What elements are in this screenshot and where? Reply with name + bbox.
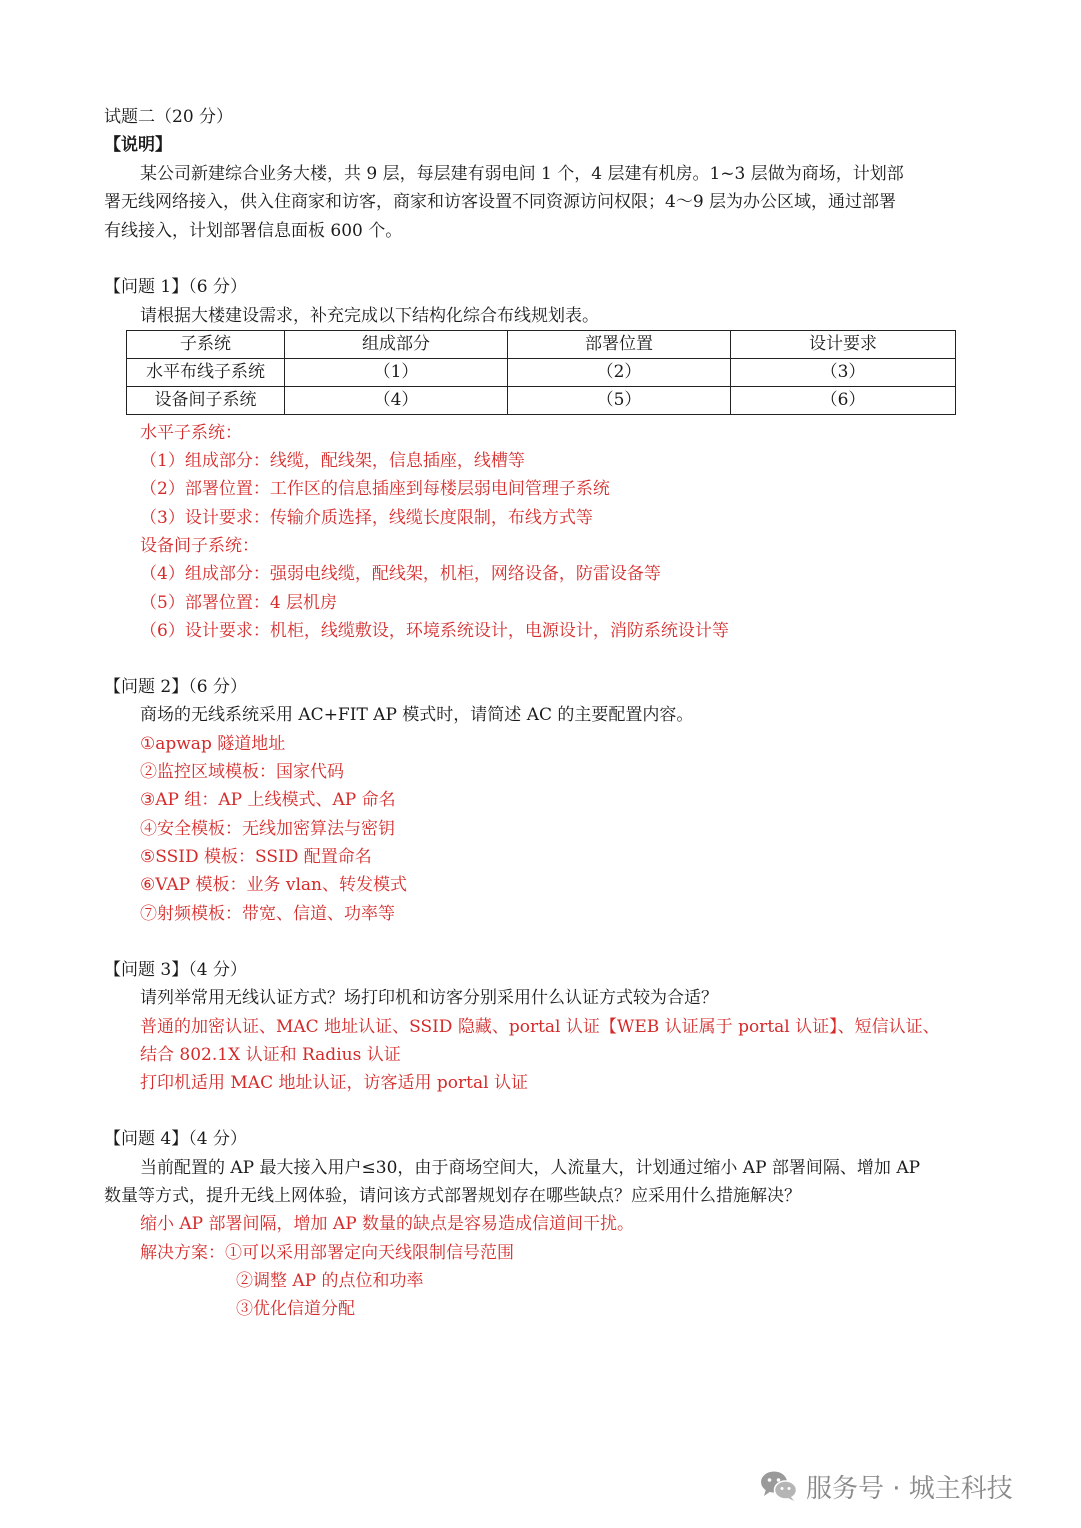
q3-answer-line: 结合 802.1X 认证和 Radius 认证	[140, 1045, 401, 1065]
cabling-plan-table	[126, 330, 956, 415]
q1-answer-line: 水平子系统：	[140, 423, 242, 443]
table-cell: （1）	[285, 359, 508, 387]
q3-prompt: 请列举常用无线认证方式？场打印机和访客分别采用什么认证方式较为合适？	[140, 988, 718, 1008]
table-cell: （3）	[731, 359, 956, 387]
q2-answer-line: ⑦射频模板：带宽、信道、功率等	[140, 904, 395, 924]
q4-answer-line: ③优化信道分配	[236, 1299, 355, 1319]
table-cell: （5）	[508, 387, 731, 415]
q3-answer-line: 打印机适用 MAC 地址认证，访客适用 portal 认证	[140, 1073, 528, 1093]
table-cell: 水平布线子系统	[127, 359, 285, 387]
q4-prompt-line-2: 数量等方式，提升无线上网体验，请问该方式部署规划存在哪些缺点？应采用什么措施解决？	[104, 1186, 801, 1206]
q4-answer-line: 解决方案：①可以采用部署定向天线限制信号范围	[140, 1243, 514, 1263]
service-account-watermark	[760, 1466, 1013, 1506]
section-label: 【说明】	[104, 135, 172, 155]
q2-answer-line: ②监控区域模板：国家代码	[140, 762, 344, 782]
q2-heading: 【问题 2】（6 分）	[104, 677, 247, 697]
intro-line-1: 某公司新建综合业务大楼，共 9 层，每层建有弱电间 1 个，4 层建有机房。1~3 层做为商场，计划部	[140, 164, 904, 184]
q3-heading: 【问题 3】（4 分）	[104, 960, 247, 980]
q4-heading: 【问题 4】（4 分）	[104, 1129, 247, 1149]
table-cell: （4）	[285, 387, 508, 415]
intro-line-2: 署无线网络接入，供入住商家和访客，商家和访客设置不同资源访问权限；4～9 层为办公区域，通过部署	[104, 192, 897, 212]
q1-answer-line: （4）组成部分：强弱电线缆，配线架，机柜，网络设备，防雷设备等	[140, 564, 661, 584]
q4-prompt-line-1: 当前配置的 AP 最大接入用户≤30，由于商场空间大，人流量大，计划通过缩小 AP 部署间隔、增加 AP	[140, 1158, 921, 1178]
watermark-text: 服务号 · 城主科技	[806, 1473, 1013, 1504]
q2-answer-line: ④安全模板：无线加密算法与密钥	[140, 819, 395, 839]
q2-prompt: 商场的无线系统采用 AC+FIT AP 模式时，请简述 AC 的主要配置内容。	[140, 705, 694, 725]
q4-answer-line: ②调整 AP 的点位和功率	[236, 1271, 424, 1291]
intro-line-3: 有线接入，计划部署信息面板 600 个。	[104, 221, 403, 241]
q2-answer-line: ⑥VAP 模板：业务 vlan、转发模式	[140, 875, 408, 895]
table-header-cell: 子系统	[127, 331, 285, 359]
q1-answer-line: （5）部署位置：4 层机房	[140, 593, 338, 613]
table-row	[127, 387, 956, 415]
table-header-cell: 部署位置	[508, 331, 731, 359]
q1-prompt: 请根据大楼建设需求，补充完成以下结构化综合布线规划表。	[140, 306, 599, 326]
table-header-cell: 组成部分	[285, 331, 508, 359]
q2-answer-line: ⑤SSID 模板：SSID 配置命名	[140, 847, 372, 867]
table-cell: （6）	[731, 387, 956, 415]
table-cell: （2）	[508, 359, 731, 387]
exam-title: 试题二（20 分）	[104, 107, 234, 127]
q1-answer-line: （3）设计要求：传输介质选择，线缆长度限制，布线方式等	[140, 508, 593, 528]
table-header-row	[127, 331, 956, 359]
q4-answer-line: 缩小 AP 部署间隔，增加 AP 数量的缺点是容易造成信道间干扰。	[140, 1214, 635, 1234]
q1-heading: 【问题 1】（6 分）	[104, 277, 247, 297]
q1-answer-line: （6）设计要求：机柜，线缆敷设，环境系统设计，电源设计，消防系统设计等	[140, 621, 729, 641]
q1-answer-line: 设备间子系统：	[140, 536, 259, 556]
q1-answer-line: （1）组成部分：线缆，配线架，信息插座，线槽等	[140, 451, 525, 471]
table-row	[127, 359, 956, 387]
q3-answer-line: 普通的加密认证、MAC 地址认证、SSID 隐藏、portal 认证【WEB 认证属于 portal 认证】、短信认证、	[140, 1017, 940, 1037]
wechat-icon	[760, 1470, 798, 1502]
q2-answer-line: ①apwap 隧道地址	[140, 734, 286, 754]
table-cell: 设备间子系统	[127, 387, 285, 415]
q2-answer-line: ③AP 组：AP 上线模式、AP 命名	[140, 790, 396, 810]
q1-answer-line: （2）部署位置：工作区的信息插座到每楼层弱电间管理子系统	[140, 479, 610, 499]
table-header-cell: 设计要求	[731, 331, 956, 359]
